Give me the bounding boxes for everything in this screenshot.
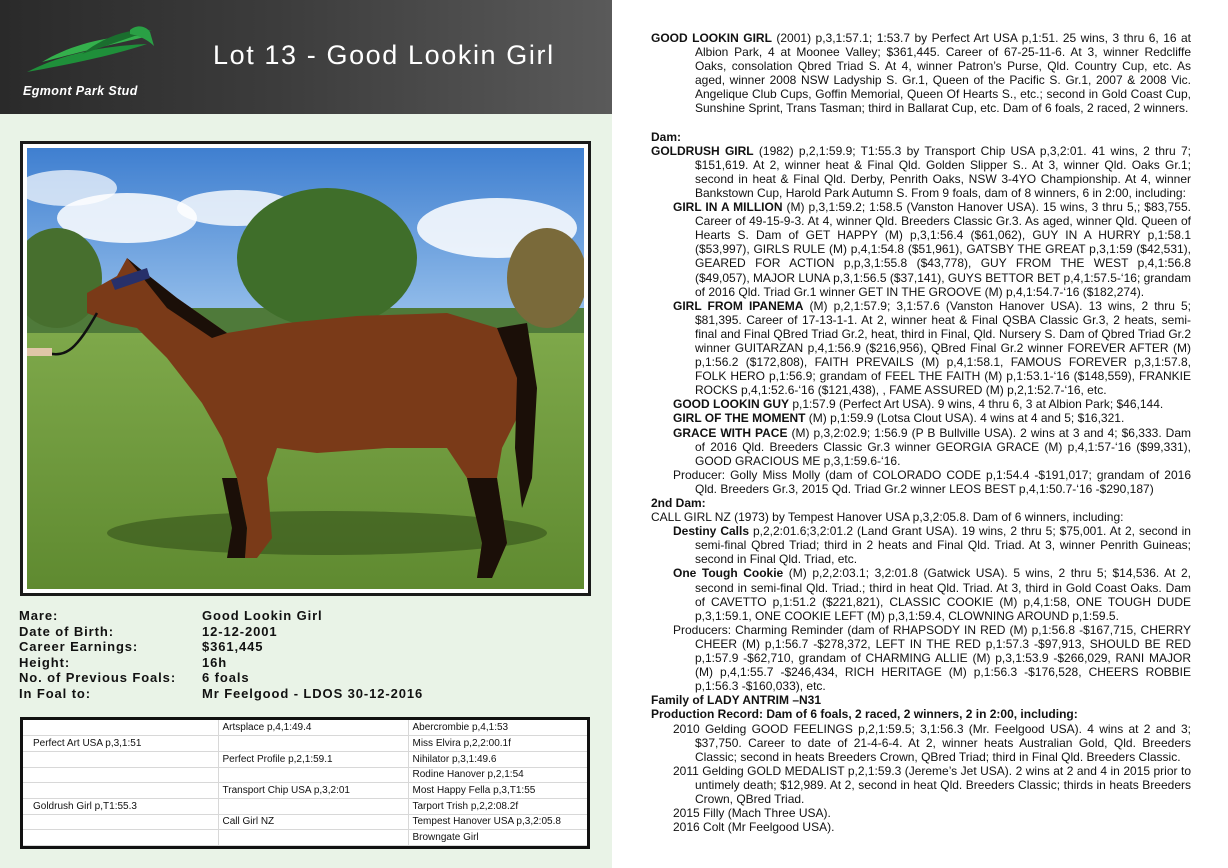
- info-row-foals: [19, 670, 599, 686]
- progeny-name: GIRL FROM IPANEMA: [673, 298, 804, 313]
- progeny-text: (M) p,3,1:59.2; 1:58.5 (Vanston Hanover USA). 15 wins, 3 thru 5,; $83,755. Career of 49-15-9-3. At 4, winner Qld. Breeders Classic Gr.3. As aged, winner Qld. Queen of Hearts S. Dam of GET HAPPY (M) p,3,1:56.4 ($61,062), GUY IN A HURRY p,1:58.1 ($53,997), GIRLS RULE (M) p,4,1:54.8 ($51,961), GATSBY THE GREAT p,3,1:59 ($42,531), GEARED FOR ACTION p,p,3,1:55.8 ($43,778), GUY FROM THE WEST p,4,1:56.8 ($49,057), MAJOR LUNA p,3,1:56.5 ($37,141), GUYS BETTOR BET p,4,1:57.5-‘16; grandam of 2016 Qld. Triad Gr.1 winner GET IN THE GROOVE (M) p,4,1:54.7-‘16 ($182,274).: [695, 200, 1191, 299]
- progeny-name: GIRL IN A MILLION: [673, 200, 783, 215]
- progeny-text: Producer: Golly Miss Molly (dam of COLORADO CODE p,1:54.4 -$191,017; grandam of 2016 Qld. Breeders Gr.3, 2015 Qd. Triad Gr.2 winner LEOS BEST p,4,1:50.7-‘16 -$290,187): [673, 467, 1191, 496]
- pedigree-row: [23, 720, 587, 736]
- pedigree-cell: Nihilator p,3,1:49.6: [408, 751, 587, 767]
- pedigree-cell: [23, 751, 218, 767]
- pedigree-cell: Tempest Hanover USA p,3,2:05.8: [408, 814, 587, 830]
- progeny-entry: [673, 524, 1191, 566]
- progeny-name: GIRL OF THE MOMENT: [673, 411, 806, 426]
- pedigree-cell: Transport Chip USA p,3,2:01: [218, 783, 408, 799]
- info-value: Good Lookin Girl: [202, 608, 323, 623]
- horse-name: GOOD LOOKIN GIRL: [651, 31, 772, 45]
- production-heading: Production Record: Dam of 6 foals, 2 raced, 2 winners, 2 in 2:00, including:: [651, 707, 1078, 722]
- progeny-text: (M) p,2,1:57.9; 3,1:57.6 (Vanston Hanover USA). 13 wins, 2 thru 5; $81,395. Career of 17-13-1-1. At 2, winner heat & Final QSBA Classic Gr.3, 2 heats, semi-final and Final QBred Triad Gr.2, heat, third in Final, Qld. Nursery S. Dam of Qbred Triad Gr.2 winner GUITARZAN p,4,1:56.9 ($216,956), QBred Final Gr.2 winner FOREVER AFTER (M) p,1:56.2 ($172,808), FAITH PREVAILS (M) p,4,1:58.1, FAMOUS FOREVER p,3,1:57.8, FOLK HERO p,1:56.9; grandam of FEEL THE FAITH (M) p,1:53.1-‘16 ($148,559), FRANKIE ROCKS p,4,1:52.6-‘16 ($121,438), , FAME ASSURED (M) p,2,1:52.7-‘16, etc.: [695, 298, 1192, 398]
- pedigree-cell: [23, 814, 218, 830]
- production-entry: 2016 Colt (Mr Feelgood USA).: [673, 820, 835, 835]
- progeny-text: Producers: Charming Reminder (dam of RHAPSODY IN RED (M) p,1:56.8 -$167,715, CHERRY CHEER (M) p,1:56.7 -$278,372, LEFT IN THE RED p,1:57.3 -$97,913, SHOULD BE RED p,1:57.9 -$62,710, grandam of CHARMING ALLIE (M) p,3,1:53.9 -$266,029, RANI MAJOR (M) p,4,1:55.7 -$246,434, RICH HERITAGE (M) p,1:56.3 -$176,528, CHEERS ROBBIE p,1:56.3 -$160,033), etc.: [673, 622, 1191, 694]
- info-label: In Foal to:: [19, 685, 91, 701]
- lot-title: Lot 13 - Good Lookin Girl: [213, 40, 555, 70]
- pedigree-cell: Abercrombie p,4,1:53: [408, 720, 587, 736]
- intro-text: (2001) p,3,1:57.1; 1:53.7 by Perfect Art USA p,1:51. 25 wins, 3 thru 6, 16 at Albion Park, 4 at Moonee Valley; $361,445. Career of 67-25-11-6. At 3, winner Redcliffe Oaks, consolation Qbred Triad S. At 4, winner Patron’s Purse, Qld. Country Cup, etc. As aged, winner 2008 NSW Ladyship S. Gr.1, Queen of the Pacific S. Gr.1, 2007 & 2008 Vic. Angelique Club Cups, Goffin Memorial, Queen Of Hearts S., etc.; second in Gold Coast Cup, Sunshine Sprint, Trans Tasman; third in Ballarat Cup, etc. Dam of 6 foals, 2 raced, 2 winners.: [695, 31, 1192, 116]
- horse-photo-image: [27, 148, 584, 589]
- dam-text: (1982) p,2,1:59.9; T1:55.3 by Transport Chip USA p,3,2:01. 41 wins, 2 thru 7; $151,619. At 2, winner heat & Final Qld. Golden Slipper S.. At 3, winner Qld. Oaks Gr.1; second in heat & Final Qld. Derby, Penrith Oaks, NSW 3-4YO Championship. At 4, winner Bankstown Cup, Harold Park Autumn S. From 9 foals, dam of 8 winners, 6 in 2:00, including:: [695, 143, 1191, 200]
- pedigree-cell: [23, 783, 218, 799]
- pedigree-row: [23, 814, 587, 830]
- info-row-dob: [19, 624, 599, 640]
- info-value: Mr Feelgood - LDOS 30-12-2016: [202, 685, 424, 701]
- stud-logo-icon: [22, 24, 162, 84]
- info-label: Mare:: [19, 608, 59, 623]
- brand-name: Egmont Park Stud: [23, 84, 138, 98]
- progeny-text: (M) p,3,2:02.9; 1:56.9 (P B Bullville USA). 2 wins at 3 and 4; $6,333. Dam of 2016 Qld. Breeders Classic Gr.3 winner GEORGIA GRACE (M) p,4,1:57-‘16 ($99,331), GOOD GRACIOUS ME p,3,1:59.6-‘16.: [695, 425, 1192, 468]
- production-entry: 2015 Filly (Mach Three USA).: [673, 806, 831, 821]
- info-value: 12-12-2001: [202, 623, 278, 639]
- progeny-entry: [673, 566, 1191, 622]
- intro-paragraph: [651, 31, 1191, 116]
- second-dam-heading: 2nd Dam:: [651, 496, 706, 510]
- info-row-earnings: [19, 639, 599, 655]
- info-label: No. of Previous Foals:: [19, 670, 177, 686]
- mare-info-list: [19, 608, 599, 702]
- pedigree-cell: [218, 767, 408, 783]
- pedigree-cell: [218, 736, 408, 752]
- dam-paragraph: [651, 144, 1191, 200]
- dam-name: GOLDRUSH GIRL: [651, 143, 754, 158]
- progeny-name: Destiny Calls: [673, 524, 750, 539]
- progeny-text: p,2,2:01.6;3,2:01.2 (Land Grant USA). 19 wins, 2 thru 5; $75,001. At 2, second in semi-final Qbred Triad; third in 2 heats and Final Qld. Triad. At 3, winner Penrith Guineas; second in Final Qld. Triad, etc.: [695, 524, 1191, 567]
- progeny-name: One Tough Cookie: [673, 566, 784, 581]
- pedigree-cell: Most Happy Fella p,3,T1:55: [408, 783, 587, 799]
- info-value: $361,445: [202, 639, 264, 655]
- info-label: Date of Birth:: [19, 623, 114, 639]
- pedigree-cell: Perfect Art USA p,3,1:51: [23, 736, 218, 752]
- production-entry: 2011 Gelding GOLD MEDALIST p,2,1:59.3 (Jereme’s Jet USA). 2 wins at 2 and 4 in 2015 prior to untimely death; $12,989. At 2, second in heat Qld. Breeders Classic; thirds in heats Breeders Crown, QBred Triad.: [673, 763, 1191, 806]
- progeny-text: (M) p,1:59.9 (Lotsa Clout USA). 4 wins at 4 and 5; $16,321.: [805, 411, 1125, 426]
- progeny-entry: [673, 299, 1191, 398]
- pedigree-cell: Call Girl NZ: [218, 814, 408, 830]
- second-dam-paragraph: CALL GIRL NZ (1973) by Tempest Hanover USA p,3,2:05.8. Dam of 6 winners, including:: [651, 510, 1124, 525]
- progeny-entry: [673, 411, 1191, 425]
- production-list: [651, 722, 1191, 835]
- pedigree-cell: Browngate Girl: [408, 830, 587, 846]
- progeny-entry: [673, 397, 1191, 411]
- pedigree-cell: [23, 720, 218, 736]
- pedigree-row: [23, 830, 587, 846]
- info-value: 16h: [202, 654, 228, 670]
- progeny-text: (M) p,2,2:03.1; 3,2:01.8 (Gatwick USA). 5 wins, 2 thru 5; $14,536. At 2, second in semi-final Qld. Triad.; third in heat Qld. Triad. At 3, third in Gold Coast Oaks. Dam of CAVETTO p,1:51.2 ($221,821), CLASSIC COOKIE (M) p,4,1:58, ONE TOUGH DUDE p,3,1:59.1, ONE COOKIE LEFT (M) p,3,1:59.4, CLOWNING AROUND p,1:59.5.: [695, 566, 1192, 623]
- info-label: Career Earnings:: [19, 639, 139, 655]
- progeny-entry: [673, 623, 1191, 693]
- pedigree-cell: Perfect Profile p,2,1:59.1: [218, 751, 408, 767]
- pedigree-cell: [23, 767, 218, 783]
- pedigree-cell: Rodine Hanover p,2,1:54: [408, 767, 587, 783]
- progeny-entry: [673, 200, 1191, 299]
- pedigree-cell: [218, 798, 408, 814]
- pedigree-cell: [23, 830, 218, 846]
- pedigree-cell: Goldrush Girl p,T1:55.3: [23, 798, 218, 814]
- header-bar: [0, 0, 612, 114]
- horse-photo: [20, 141, 591, 596]
- info-row-in-foal: [19, 686, 599, 702]
- pedigree-cell: Miss Elvira p,2,2:00.1f: [408, 736, 587, 752]
- dam-progeny-list: [651, 200, 1191, 496]
- info-value: 6 foals: [202, 670, 250, 686]
- pedigree-row: [23, 798, 587, 814]
- dam-heading: Dam:: [651, 129, 682, 144]
- second-dam-progeny-list: [651, 524, 1191, 693]
- pedigree-row: [23, 736, 587, 752]
- family-line: Family of LADY ANTRIM –N31: [651, 693, 822, 708]
- pedigree-cell: [218, 830, 408, 846]
- progeny-text: p,1:57.9 (Perfect Art USA). 9 wins, 4 thru 6, 3 at Albion Park; $46,144.: [789, 397, 1164, 412]
- pedigree-row: [23, 783, 587, 799]
- left-panel: [0, 0, 612, 868]
- pedigree-row: [23, 767, 587, 783]
- catalogue-text: [651, 31, 1191, 834]
- pedigree-cell: Artsplace p,4,1:49.4: [218, 720, 408, 736]
- progeny-entry: [673, 426, 1191, 468]
- production-entry: 2010 Gelding GOOD FEELINGS p,2,1:59.5; 3,1:56.3 (Mr. Feelgood USA). 4 wins at 2 and 3; $37,750. Career to date of 21-4-6-4. At 2, winner heats Australian Gold, Qld. Breeders Classic; second in heats Breeders Crown, QBred Triad; third in Final Qld. Breeders Classic.: [673, 721, 1191, 764]
- pedigree-row: [23, 751, 587, 767]
- progeny-name: GOOD LOOKIN GUY: [673, 397, 790, 412]
- pedigree-cell: Tarport Trish p,2,2:08.2f: [408, 798, 587, 814]
- progeny-entry: [673, 468, 1191, 496]
- progeny-name: GRACE WITH PACE: [673, 425, 788, 440]
- pedigree-grid: [23, 720, 587, 846]
- pedigree-table: [20, 717, 590, 849]
- info-row-height: [19, 655, 599, 671]
- info-label: Height:: [19, 654, 71, 670]
- info-row-mare: [19, 608, 599, 624]
